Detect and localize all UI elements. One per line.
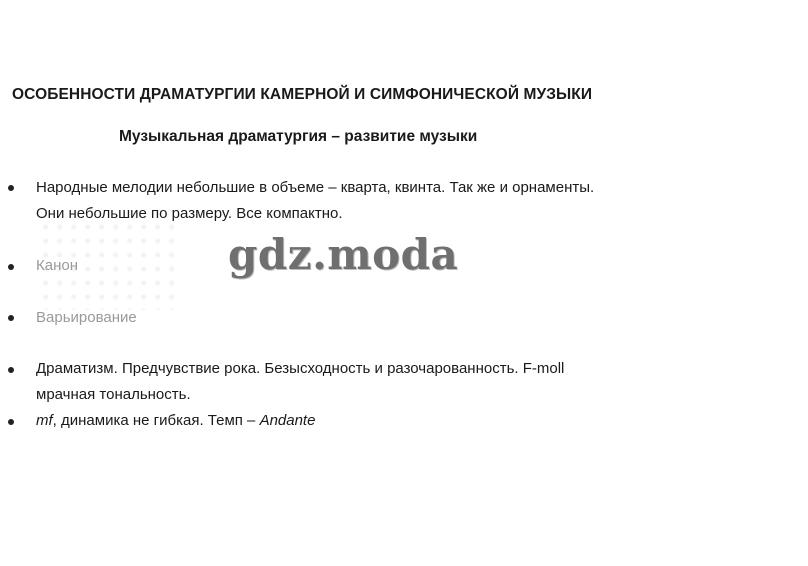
bullet-text-line: Канон bbox=[36, 257, 78, 274]
bullet-text-line: Варьирование bbox=[36, 309, 137, 326]
document-title: ОСОБЕННОСТИ ДРАМАТУРГИИ КАМЕРНОЙ И СИМФОНИЧЕСКОЙ МУЗЫКИ bbox=[12, 86, 593, 103]
bullet-dot bbox=[8, 264, 14, 270]
bullet-text-line: Драматизм. Предчувствие рока. Безысходность и разочарованность. F-moll bbox=[36, 360, 565, 377]
bullet-text-line: Они небольшие по размеру. Все компактно. bbox=[36, 205, 343, 222]
bullet-dot bbox=[8, 185, 14, 191]
bullet-dot bbox=[8, 315, 14, 321]
tempo-mark: Andante bbox=[259, 412, 316, 429]
bullet-text-line bbox=[36, 408, 315, 434]
bullet-dot bbox=[8, 367, 14, 373]
document-subtitle: Музыкальная драматургия – развитие музыки bbox=[119, 128, 478, 145]
bullet-text-line: мрачная тональность. bbox=[36, 386, 191, 403]
bullet-text-fragment: , динамика не гибкая. Темп – bbox=[52, 412, 260, 429]
watermark-logo: gdz.moda bbox=[228, 230, 459, 279]
bullet-text-line: Народные мелодии небольшие в объеме – кварта, квинта. Так же и орнаменты. bbox=[36, 179, 595, 196]
dynamics-mark: mf bbox=[36, 412, 53, 429]
bullet-dot bbox=[8, 419, 14, 425]
